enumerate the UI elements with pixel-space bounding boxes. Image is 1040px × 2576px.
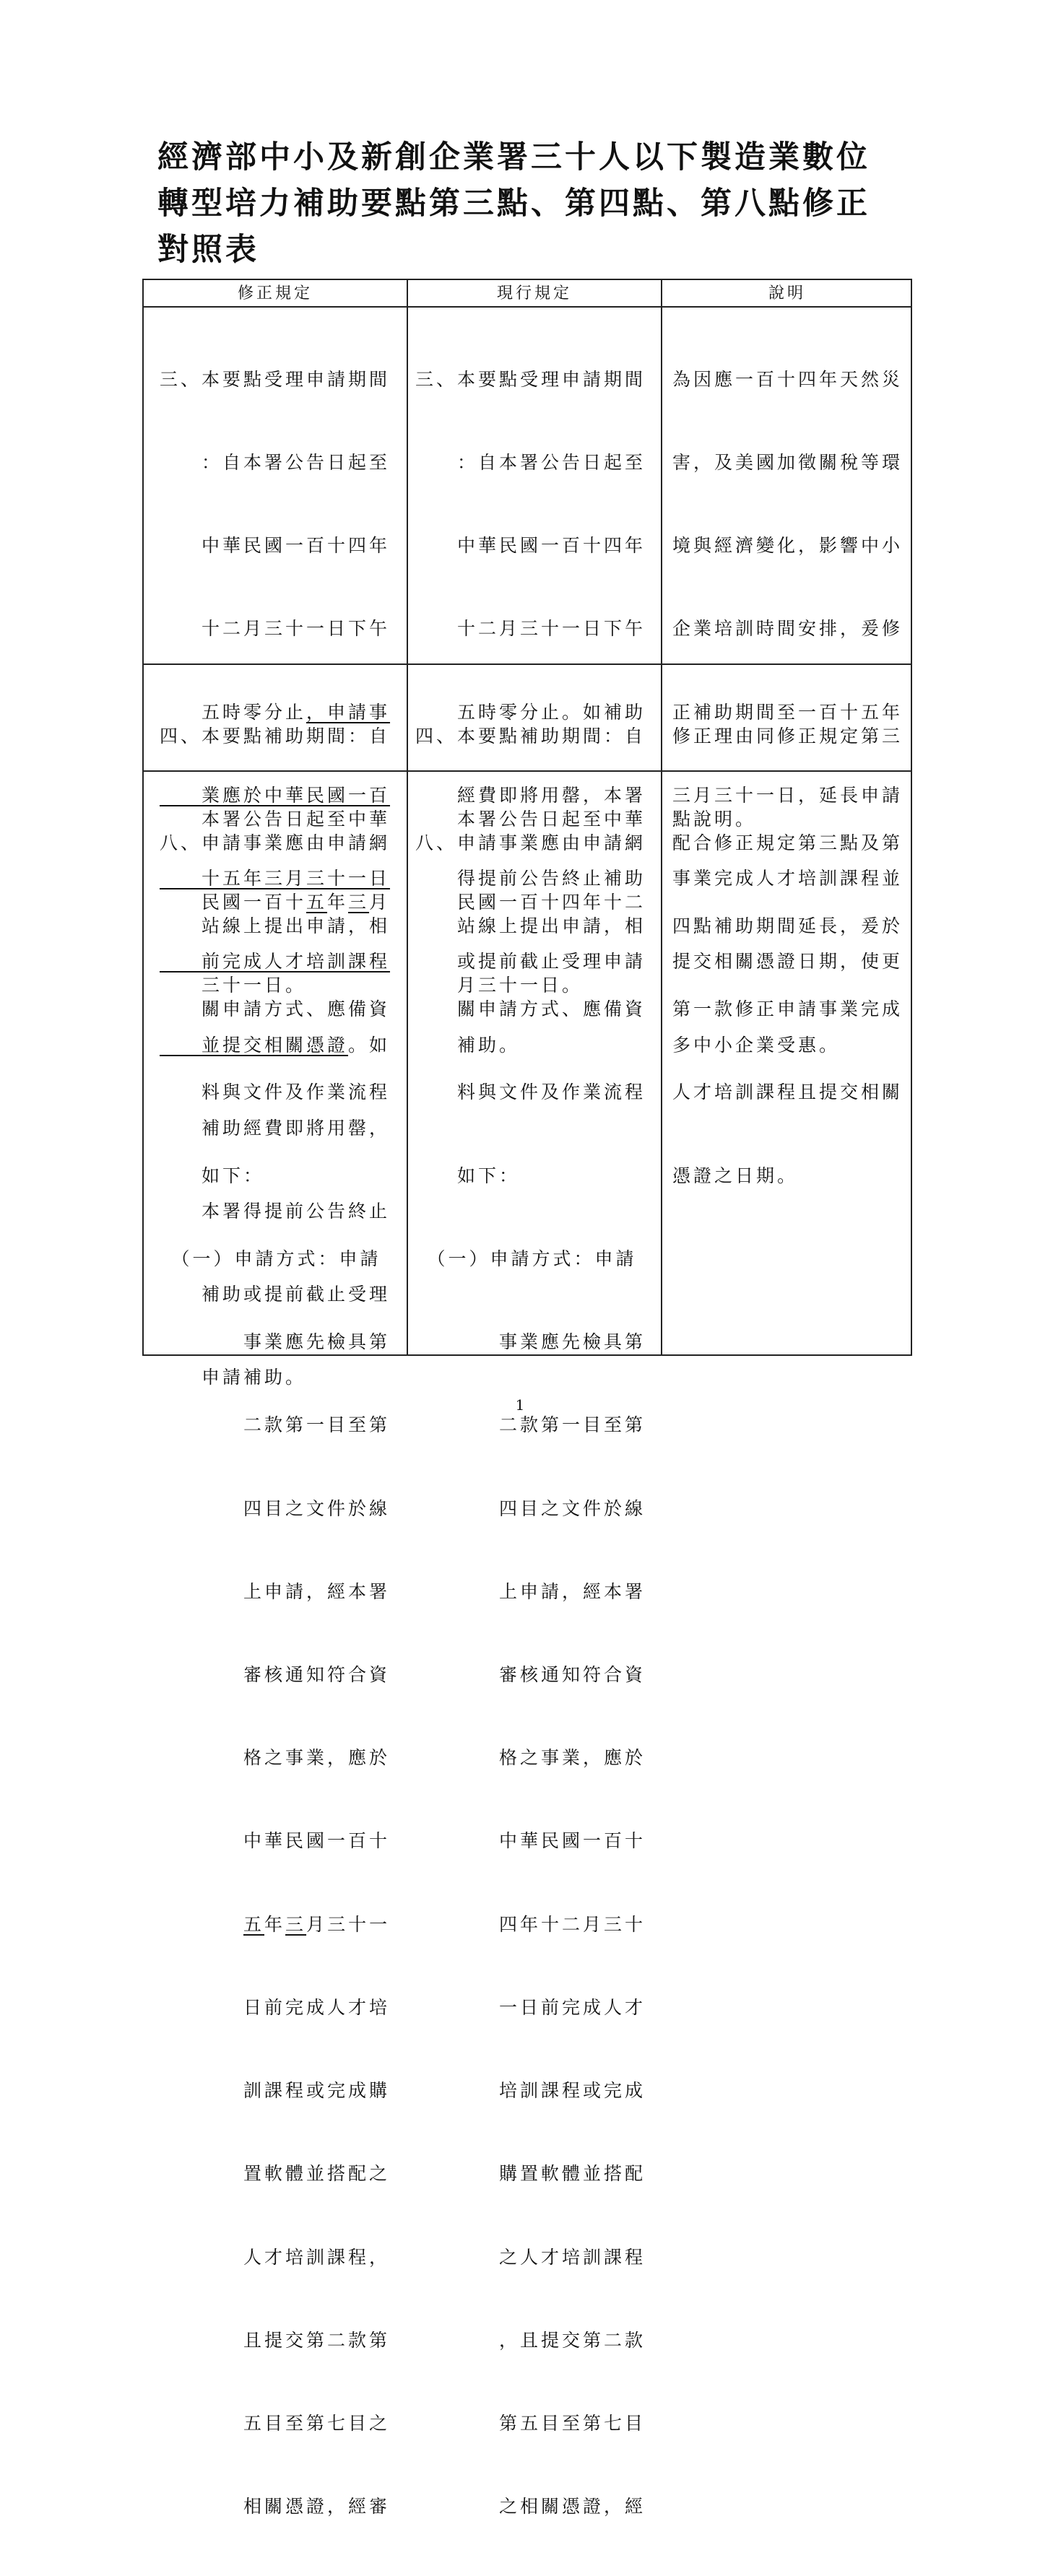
- text-line: 四點補助期間延長，爰於: [672, 915, 904, 937]
- title-line-3: 對照表: [157, 232, 259, 268]
- text-line: 二款第一目至第: [415, 1414, 646, 1436]
- text-line: 憑證之日期。: [672, 1165, 799, 1186]
- amended-text: 五: [243, 1913, 265, 1935]
- text-line: 料與文件及作業流程: [160, 1082, 391, 1103]
- text-line: 五時零分止。如補助: [415, 701, 646, 723]
- text-line: 站線上提出申請，相: [160, 915, 391, 937]
- text-line: 之人才培訓課程: [415, 2246, 646, 2268]
- text-line: 購置軟體並搭配: [415, 2163, 646, 2185]
- text-line: 十二月三十一日下午: [415, 618, 646, 640]
- text-line: 補助經費即將用罄，: [160, 1117, 391, 1139]
- text-line: ，且提交第二款: [415, 2329, 646, 2351]
- text-line: 月三十一日。: [415, 975, 584, 996]
- comparison-table: [142, 279, 912, 2518]
- amended-text: 業應於中華民國一百: [160, 784, 391, 806]
- text-line: 相關憑證，經審: [160, 2496, 391, 2518]
- text-line: 本署公告日起至中華: [415, 809, 646, 830]
- page-number: 1: [515, 1396, 525, 1414]
- text-line: 料與文件及作業流程: [415, 1082, 646, 1103]
- amended-text: 並提交相關憑證: [160, 1034, 349, 1056]
- text-line: 修正理由同修正規定第三: [672, 725, 904, 747]
- text-line: 十二月三十一日下午: [160, 618, 391, 640]
- text-segment: 五時零分止: [160, 701, 307, 723]
- text-line: 三月三十一日，延長申請: [672, 784, 904, 806]
- text-line: 人才培訓課程且提交相關: [672, 1082, 904, 1103]
- text-line: 事業完成人才培訓課程並: [672, 868, 904, 889]
- text-line: 培訓課程或完成: [415, 2080, 646, 2102]
- text-line: 上申請，經本署: [415, 1580, 646, 1602]
- text-line: 二款第一目至第: [160, 1414, 391, 1436]
- column-divider: [407, 280, 408, 1354]
- text-line: 一日前完成人才: [415, 1996, 646, 2018]
- text-segment: 月: [369, 892, 391, 913]
- text-line: 且提交第二款第: [160, 2329, 391, 2351]
- header-current: 現行規定: [496, 284, 572, 303]
- column-divider: [661, 280, 662, 1354]
- header-explanation: 說明: [768, 284, 806, 303]
- text-line: 置軟體並搭配之: [160, 2163, 391, 2185]
- amended-text: 前完成人才培訓課程: [160, 951, 391, 972]
- text-segment: 月三十一: [306, 1913, 391, 1935]
- text-line: 境與經濟變化，影響中小: [672, 535, 904, 557]
- text-line: 四目之文件於線: [160, 1497, 391, 1519]
- amended-text: 三: [285, 1913, 307, 1935]
- text-line: 四年十二月三十: [415, 1913, 646, 1935]
- text-line: 點說明。: [672, 809, 757, 830]
- text-line: 關申請方式、應備資: [415, 998, 646, 1020]
- amended-text: 三: [348, 892, 370, 913]
- row3-explanation-cell: [672, 774, 903, 1245]
- text-line: 企業培訓時間安排，爰修: [672, 618, 904, 640]
- row3-revised-cell: [160, 774, 390, 2576]
- text-line: 人才培訓課程，: [160, 2246, 391, 2268]
- text-line: 本署得提前公告終止: [160, 1201, 391, 1222]
- text-line: 得提前公告終止補助: [415, 868, 646, 889]
- text-line: 多中小企業受惠。: [672, 1034, 841, 1056]
- text-segment: 年: [264, 1913, 286, 1935]
- text-line: （一）申請方式：申請: [415, 1248, 637, 1269]
- text-line: 事業應先檢具第: [415, 1331, 646, 1353]
- text-line: 如下：: [415, 1165, 521, 1186]
- text-line: 三、本要點受理申請期間: [160, 368, 391, 390]
- text-line: 八、申請事業應由申請網: [415, 832, 646, 853]
- text-line: 如下：: [160, 1165, 265, 1186]
- text-line: 為因應一百十四年天然災: [672, 368, 904, 390]
- title-line-1: 經濟部中小及新創企業署三十人以下製造業數位: [157, 139, 870, 175]
- text-line: 三十一日。: [160, 975, 307, 996]
- amended-text: 五: [306, 892, 328, 913]
- text-line: [160, 1911, 390, 1938]
- header-revised: 修正規定: [237, 284, 313, 303]
- text-line: 中華民國一百十四年: [160, 535, 391, 557]
- text-segment: [160, 1914, 243, 1935]
- text-line: 正補助期間至一百十五年: [672, 701, 904, 723]
- text-line: 中華民國一百十四年: [415, 535, 646, 557]
- text-line: 第五目至第七目: [415, 2412, 646, 2434]
- text-line: 格之事業，應於: [160, 1747, 391, 1769]
- text-line: 之相關憑證，經: [415, 2496, 646, 2518]
- text-line: 五目至第七目之: [160, 2412, 391, 2434]
- text-line: ：自本署公告日起至: [415, 452, 646, 474]
- text-line: 審核通知符合資: [415, 1664, 646, 1685]
- row-divider: [144, 306, 911, 308]
- text-line: 補助或提前截止受理: [160, 1284, 391, 1305]
- amended-text: ，申請事: [306, 701, 391, 723]
- text-line: 申請補助。: [160, 1367, 307, 1388]
- text-line: 害，及美國加徵關稅等環: [672, 452, 904, 474]
- document-title: [157, 134, 923, 273]
- amended-text: 十五年三月三十一日: [160, 868, 391, 889]
- text-line: 四、本要點補助期間：自: [160, 725, 391, 747]
- text-line: 站線上提出申請，相: [415, 915, 646, 937]
- title-line-2: 轉型培力補助要點第三點、第四點、第八點修正: [157, 186, 870, 222]
- text-line: 補助。: [415, 1034, 521, 1056]
- text-line: 四、本要點補助期間：自: [415, 725, 646, 747]
- text-line: 民國一百十四年十二: [415, 892, 646, 913]
- text-line: 格之事業，應於: [415, 1747, 646, 1769]
- text-line: 中華民國一百十: [415, 1830, 646, 1852]
- text-line: 提交相關憑證日期，使更: [672, 951, 904, 972]
- text-line: ：自本署公告日起至: [160, 452, 391, 474]
- text-line: 第一款修正申請事業完成: [672, 998, 904, 1020]
- text-line: 本署公告日起至中華: [160, 809, 391, 830]
- text-line: 四目之文件於線: [415, 1497, 646, 1519]
- text-line: 或提前截止受理申請: [415, 951, 646, 972]
- text-line: 審核通知符合資: [160, 1664, 391, 1685]
- text-line: 中華民國一百十: [160, 1830, 391, 1852]
- text-segment: 。如: [348, 1034, 391, 1056]
- text-line: 三、本要點受理申請期間: [415, 368, 646, 390]
- text-line: 事業應先檢具第: [160, 1331, 391, 1353]
- text-line: 日前完成人才培: [160, 1996, 391, 2018]
- text-line: 配合修正規定第三點及第: [672, 832, 904, 853]
- text-line: 關申請方式、應備資: [160, 998, 391, 1020]
- text-segment: 民國一百十: [160, 892, 307, 913]
- text-line: 八、申請事業應由申請網: [160, 832, 391, 853]
- text-segment: 年: [327, 892, 349, 913]
- text-line: 經費即將用罄，本署: [415, 784, 646, 806]
- text-line: （一）申請方式：申請: [160, 1248, 381, 1269]
- text-line: 訓課程或完成購: [160, 2080, 391, 2102]
- text-line: 上申請，經本署: [160, 1580, 391, 1602]
- row3-current-cell: [415, 774, 646, 2576]
